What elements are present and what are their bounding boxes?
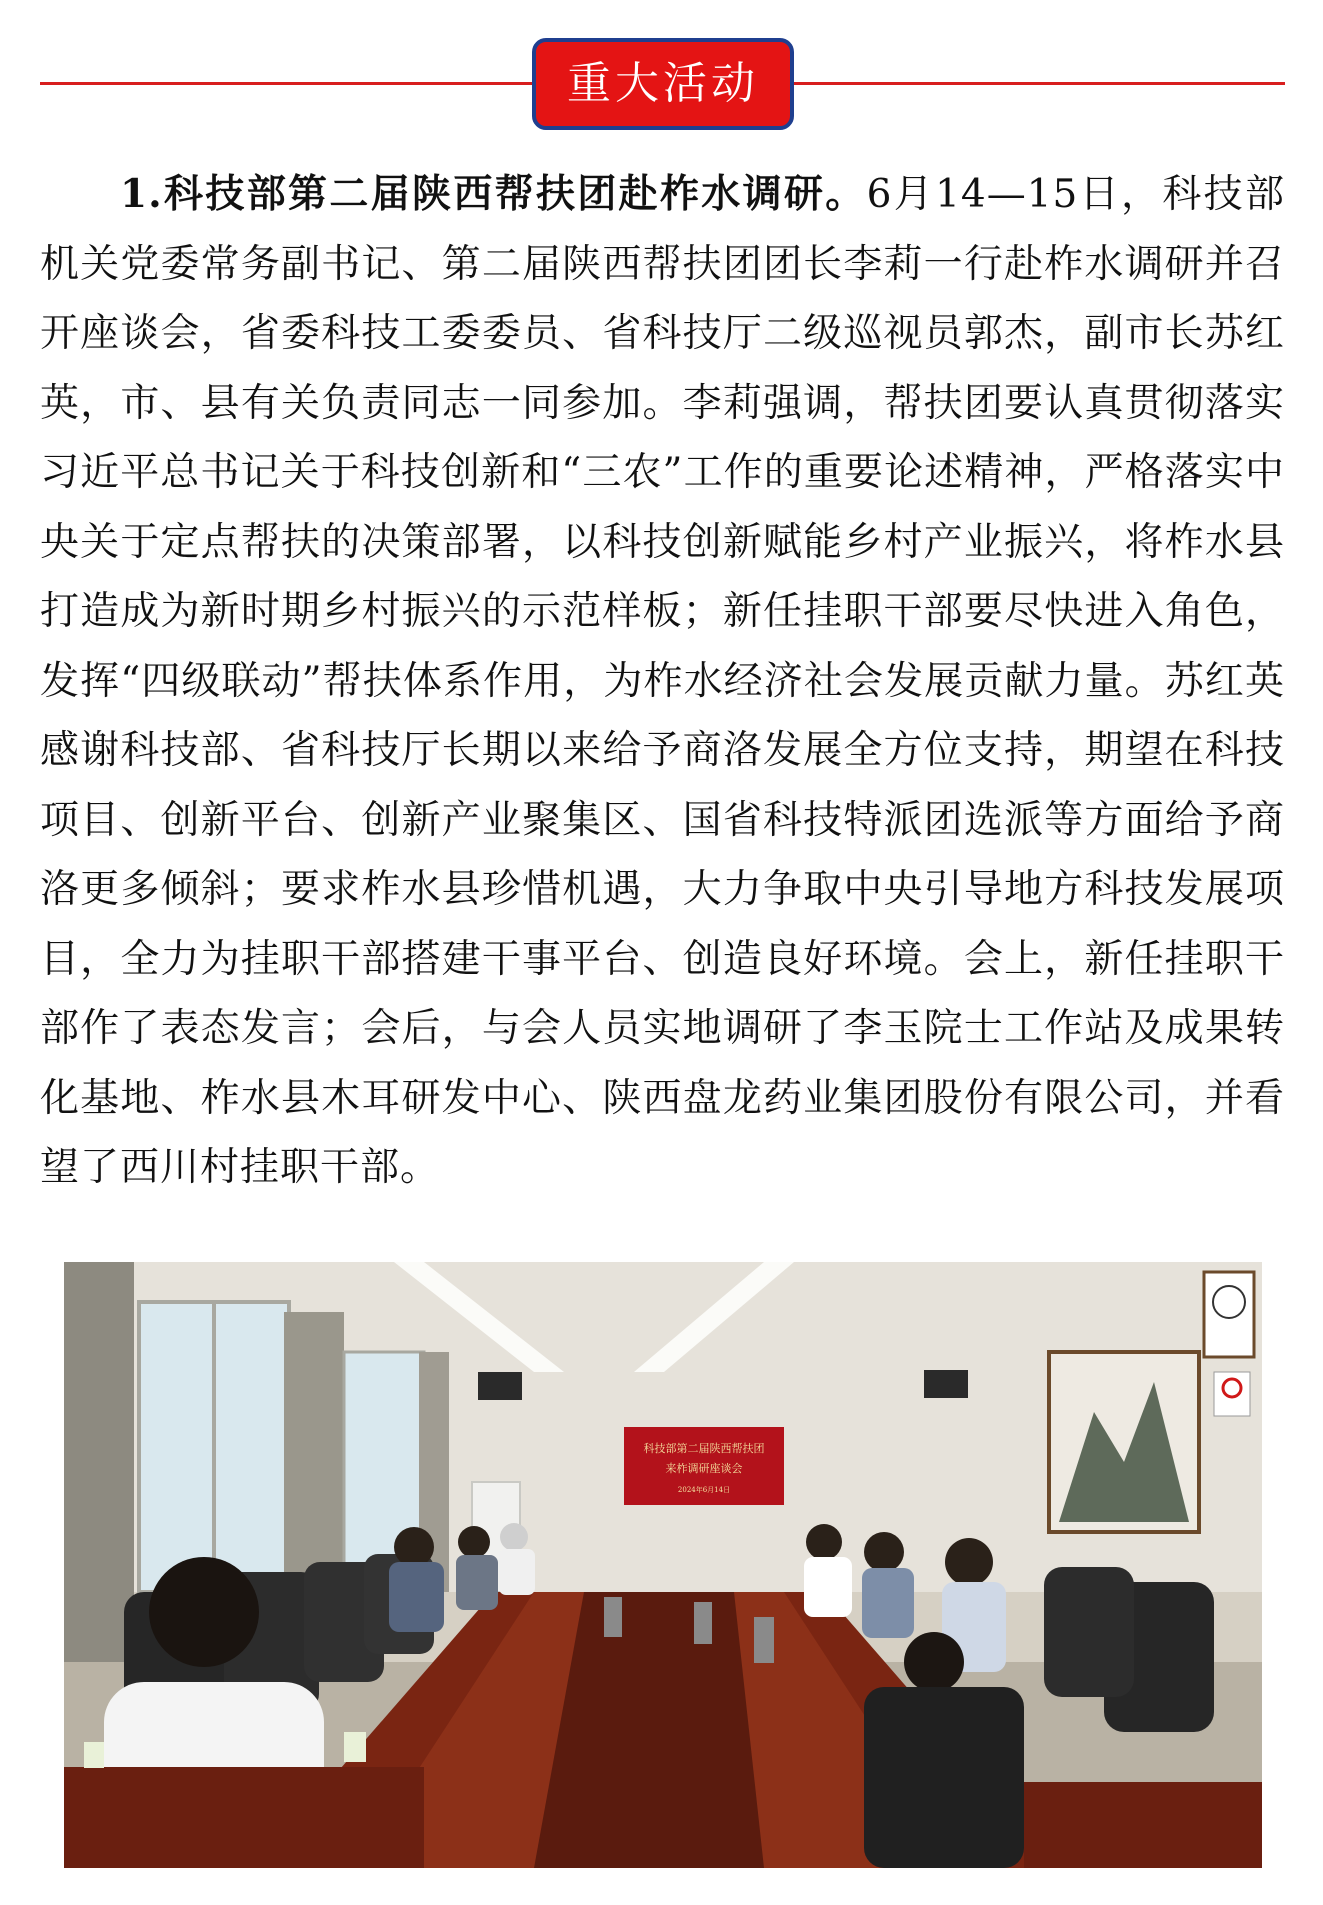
section-title-badge: 重大活动 <box>532 38 794 130</box>
article-lead: 1.科技部第二届陕西帮扶团赴柞水调研。 <box>120 171 867 217</box>
banner-line-3: 2024年6月14日 <box>677 1486 731 1494</box>
meeting-photo <box>64 1262 1262 1868</box>
article-paragraph <box>40 160 1285 1203</box>
banner-line-2: 来柞调研座谈会 <box>665 1462 743 1475</box>
banner-line-1: 科技部第二届陕西帮扶团 <box>643 1442 765 1455</box>
article-body: 6月14—15日，科技部机关党委常务副书记、第二届陕西帮扶团团长李莉一行赴柞水调研并召开座谈会，省委科技工委委员、省科技厅二级巡视员郭杰，副市长苏红英，市、县有关负责同志一同参加。李莉强调，帮扶团要认真贯彻落实习近平总书记关于科技创新和“三农”工作的重要论述精神，严格落实中央关于定点帮扶的决策部署，以科技创新赋能乡村产业振兴，将柞水县打造成为新时期乡村振兴的示范样板；新任挂职干部要尽快进入角色，发挥“四级联动”帮扶体系作用，为柞水经济社会发展贡献力量。苏红英感谢科技部、省科技厅长期以来给予商洛发展全方位支持，期望在科技项目、创新平台、创新产业聚集区、国省科技特派团选派等方面给予商洛更多倾斜；要求柞水县珍惜机遇，大力争取中央引导地方科技发展项目，全力为挂职干部搭建干事平台、创造良好环境。会上，新任挂职干部作了表态发言；会后，与会人员实地调研了李玉院士工作站及成果转化基地、柞水县木耳研发中心、陕西盘龙药业集团股份有限公司，并看望了西川村挂职干部。 <box>40 172 1285 1190</box>
